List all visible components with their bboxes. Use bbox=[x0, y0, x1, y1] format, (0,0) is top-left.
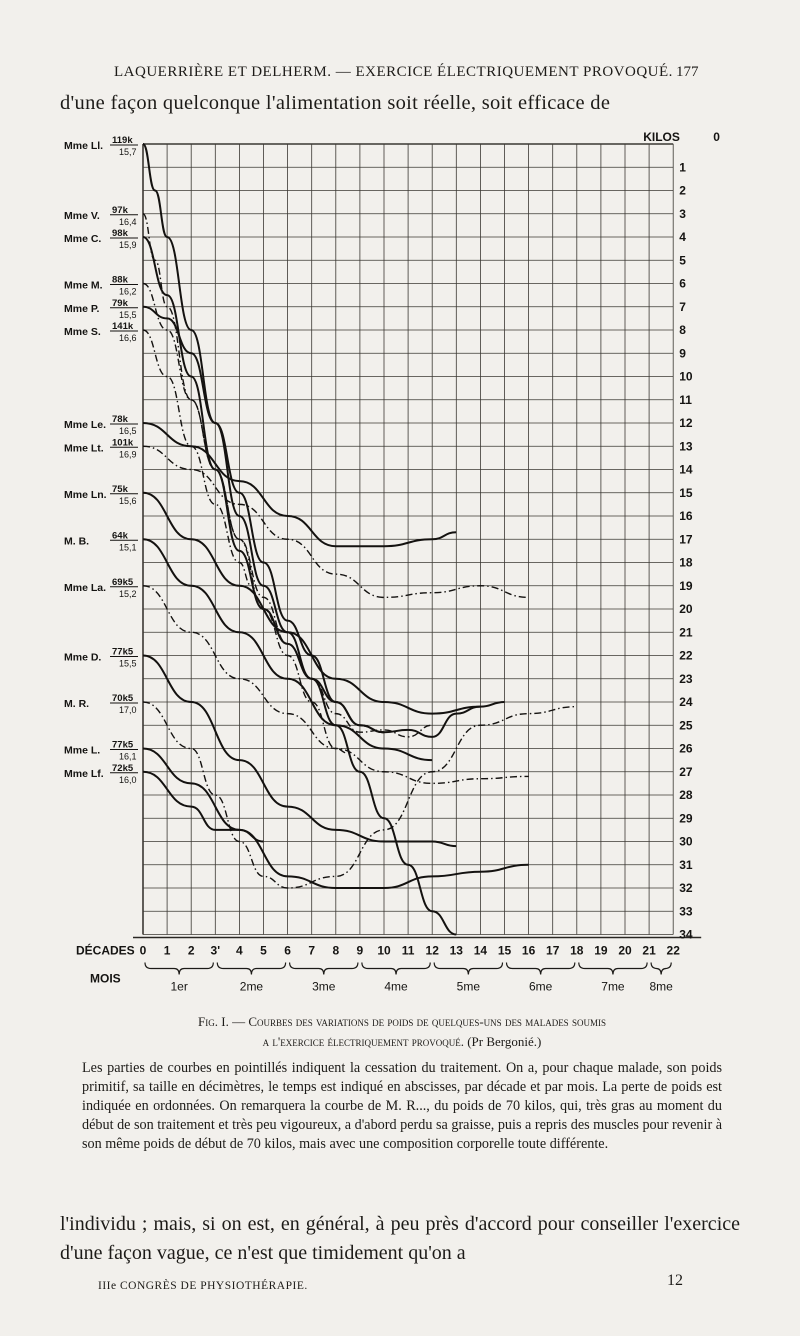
patient-weight: 69k5 bbox=[112, 576, 134, 588]
y-tick-label: 21 bbox=[679, 625, 693, 640]
body-text: l'individu ; mais, si on est, en général, à peu près d'accord pour conseiller l'exercice d'une façon vague, ce n'est que timidement qu'on a bbox=[60, 1213, 740, 1264]
x-tick-label: 22 bbox=[666, 943, 680, 958]
month-label: 1er bbox=[170, 979, 188, 994]
month-brace bbox=[217, 963, 285, 975]
y-tick-label: 29 bbox=[679, 811, 693, 826]
y-tick-label: 6 bbox=[679, 276, 686, 291]
patient-curve bbox=[143, 772, 264, 842]
y-tick-label: 18 bbox=[679, 555, 693, 570]
month-label: 4me bbox=[384, 979, 408, 994]
y-tick-label: 8 bbox=[679, 323, 686, 337]
patient-name: Mme V. bbox=[64, 209, 100, 222]
patient-height: 16,5 bbox=[119, 426, 137, 436]
patient-name: Mme Ln. bbox=[64, 488, 107, 501]
x-tick-label: 4 bbox=[236, 943, 243, 958]
top-text-line: d'une façon quelconque l'alimentation soit réelle, soit efficace de bbox=[60, 92, 611, 114]
y-tick-label: 20 bbox=[679, 602, 693, 616]
patient-name: M. R. bbox=[64, 698, 90, 710]
y-tick-label: 33 bbox=[679, 904, 693, 919]
footer-journal: IIIe CONGRÈS DE PHYSIOTHÉRAPIE. bbox=[98, 1280, 308, 1292]
patient-weight: 88k bbox=[112, 274, 128, 286]
x-tick-label: 10 bbox=[377, 943, 391, 958]
patient-weight: 79k bbox=[112, 297, 128, 309]
patient-weight: 77k5 bbox=[112, 646, 134, 658]
patient-height: 15,5 bbox=[119, 309, 137, 320]
patient-height: 15,9 bbox=[119, 240, 137, 250]
figure-legend-text: Les parties de courbes en pointillés indiquent la cessation du traitement. On a, pour chaque malade, son poids primitif, sa taille en décimètres, le temps est indiqué en abscisses, par décade et par mois. La perte de poids est indiquée en ordonnées. On remarquera la courbe de M. R..., du poids de 70 kilos, qui, très gras au moment du début de son traitement et très peu vigoureux, a d'abord perdu sa graisse, puis a repris des muscles pour revenir à son même poids de début de 70 kilos, mais avec une composition corporelle toute différente. bbox=[82, 1060, 723, 1152]
patient-height: 16,4 bbox=[119, 216, 137, 227]
patient-name: Mme D. bbox=[64, 651, 102, 664]
page-number: 177 bbox=[676, 64, 699, 80]
patient-name: Mme M. bbox=[64, 279, 103, 292]
y-tick-label: 15 bbox=[679, 485, 693, 500]
patient-weight: 97k bbox=[112, 204, 128, 216]
y-tick-label: 25 bbox=[679, 718, 693, 733]
month-label: 8me bbox=[649, 979, 673, 994]
month-brace bbox=[579, 963, 647, 975]
x-tick-label: 2 bbox=[187, 943, 195, 958]
patient-weight: 119k bbox=[112, 135, 133, 146]
y-tick-label: 26 bbox=[679, 741, 693, 756]
y-axis bbox=[643, 130, 720, 942]
month-brace bbox=[362, 963, 430, 975]
month-brace bbox=[290, 963, 358, 975]
patient-height: 16,2 bbox=[119, 286, 137, 297]
y-tick-label: 27 bbox=[679, 764, 693, 779]
y-tick-label: 30 bbox=[679, 834, 693, 849]
patient-height: 15,6 bbox=[119, 495, 137, 506]
y-axis-title: KILOS bbox=[643, 130, 680, 144]
x-tick-label: 16 bbox=[521, 943, 536, 958]
patient-name: Mme La. bbox=[64, 581, 107, 594]
patient-name: Mme P. bbox=[64, 302, 100, 315]
running-title: LAQUERRIÈRE ET DELHERM. — EXERCICE ÉLECTRIQUEMENT PROVOQUÉ. bbox=[114, 64, 673, 80]
y-tick-label: 0 bbox=[713, 130, 720, 144]
x-tick-label: 15 bbox=[497, 943, 512, 958]
patient-height: 17,0 bbox=[119, 705, 137, 715]
patient-height: 16,1 bbox=[119, 751, 137, 762]
x-tick-label: 21 bbox=[642, 943, 656, 958]
x-tick-label: 8 bbox=[332, 943, 340, 958]
x-tick-label: 11 bbox=[401, 943, 415, 958]
months-title: MOIS bbox=[90, 971, 121, 986]
y-tick-label: 24 bbox=[679, 695, 693, 709]
y-tick-label: 34 bbox=[679, 927, 693, 942]
month-label: 5me bbox=[456, 979, 481, 994]
y-tick-label: 10 bbox=[679, 369, 693, 384]
x-tick-label: 1 bbox=[163, 943, 171, 958]
patient-weight: 78k bbox=[112, 414, 128, 425]
y-tick-label: 19 bbox=[679, 578, 693, 593]
y-tick-label: 3 bbox=[679, 206, 686, 221]
caption-line-2: a l'exercice électriquement provoqué. bbox=[262, 1034, 464, 1049]
x-tick-label: 14 bbox=[473, 943, 488, 958]
patient-height: 15,7 bbox=[119, 147, 137, 157]
y-tick-label: 4 bbox=[679, 230, 686, 244]
figure-caption bbox=[82, 1012, 722, 1052]
y-tick-label: 11 bbox=[679, 392, 692, 407]
patient-weight: 141k bbox=[112, 321, 134, 332]
x-tick-label: 12 bbox=[425, 943, 439, 958]
month-label: 6me bbox=[528, 979, 553, 994]
patient-name: M. B. bbox=[64, 535, 90, 548]
y-tick-label: 13 bbox=[679, 439, 693, 454]
caption-line-1: Fig. I. — Courbes des variations de poids de quelques-uns des malades soumis bbox=[198, 1014, 606, 1029]
month-label: 7me bbox=[601, 979, 625, 994]
x-tick-label: 18 bbox=[570, 943, 584, 958]
y-tick-label: 31 bbox=[679, 857, 693, 872]
y-tick-label: 12 bbox=[679, 416, 693, 430]
patient-curve bbox=[143, 214, 348, 753]
patient-height: 15,1 bbox=[119, 542, 137, 553]
patient-height: 16,6 bbox=[119, 333, 137, 343]
patient-name: Mme Le. bbox=[64, 419, 107, 431]
month-label: 2me bbox=[239, 979, 264, 994]
y-tick-label: 7 bbox=[679, 299, 686, 314]
patient-weight: 101k bbox=[112, 437, 134, 449]
patient-height: 16,0 bbox=[119, 774, 137, 785]
x-axis-title: DÉCADES bbox=[76, 943, 135, 958]
y-tick-label: 2 bbox=[679, 183, 686, 198]
patient-weight: 64k bbox=[112, 530, 128, 542]
footer-signature: 12 bbox=[667, 1272, 683, 1289]
patient-weight: 77k5 bbox=[112, 739, 134, 751]
patient-name: Mme C. bbox=[64, 233, 102, 245]
y-tick-label: 23 bbox=[679, 671, 693, 686]
y-tick-label: 9 bbox=[679, 346, 686, 361]
y-tick-label: 1 bbox=[679, 160, 686, 175]
x-axis bbox=[76, 943, 680, 994]
x-tick-label: 0 bbox=[139, 943, 147, 958]
patient-height: 15,2 bbox=[119, 588, 137, 599]
month-brace bbox=[145, 963, 213, 975]
x-tick-label: 3' bbox=[210, 943, 221, 958]
patient-name: Mme Lf. bbox=[64, 767, 104, 780]
x-tick-label: 5 bbox=[260, 943, 267, 958]
patient-weight: 75k bbox=[112, 483, 128, 495]
y-tick-label: 17 bbox=[679, 532, 693, 547]
x-tick-label: 20 bbox=[618, 943, 632, 958]
month-brace bbox=[651, 963, 671, 975]
month-label: 3me bbox=[312, 979, 336, 994]
caption-reference: (Pr Bergonié.) bbox=[467, 1034, 542, 1049]
y-tick-label: 16 bbox=[679, 509, 693, 523]
patient-weight: 72k5 bbox=[112, 762, 134, 774]
y-tick-label: 32 bbox=[679, 881, 693, 895]
patient-name: Mme S. bbox=[64, 326, 101, 338]
patient-curve bbox=[143, 423, 456, 546]
patient-height: 15,5 bbox=[119, 658, 137, 669]
y-tick-label: 28 bbox=[679, 788, 693, 802]
patient-weight: 98k bbox=[112, 228, 128, 239]
patient-name: Mme Ll. bbox=[64, 140, 104, 152]
x-tick-label: 19 bbox=[594, 943, 608, 958]
y-tick-label: 5 bbox=[679, 253, 686, 268]
x-tick-label: 17 bbox=[546, 943, 560, 958]
y-tick-label: 22 bbox=[679, 648, 693, 663]
x-tick-label: 6 bbox=[284, 943, 291, 958]
patient-name: Mme Lt. bbox=[64, 442, 104, 455]
y-tick-label: 14 bbox=[679, 462, 693, 477]
patient-name: Mme L. bbox=[64, 744, 101, 757]
patient-height: 16,9 bbox=[119, 449, 137, 460]
x-tick-label: 13 bbox=[449, 943, 463, 958]
month-brace bbox=[507, 963, 575, 975]
patient-weight: 70k5 bbox=[112, 693, 134, 704]
month-brace bbox=[434, 963, 502, 975]
patient-labels bbox=[64, 135, 138, 785]
x-tick-label: 9 bbox=[356, 943, 364, 958]
x-tick-label: 7 bbox=[308, 943, 316, 958]
